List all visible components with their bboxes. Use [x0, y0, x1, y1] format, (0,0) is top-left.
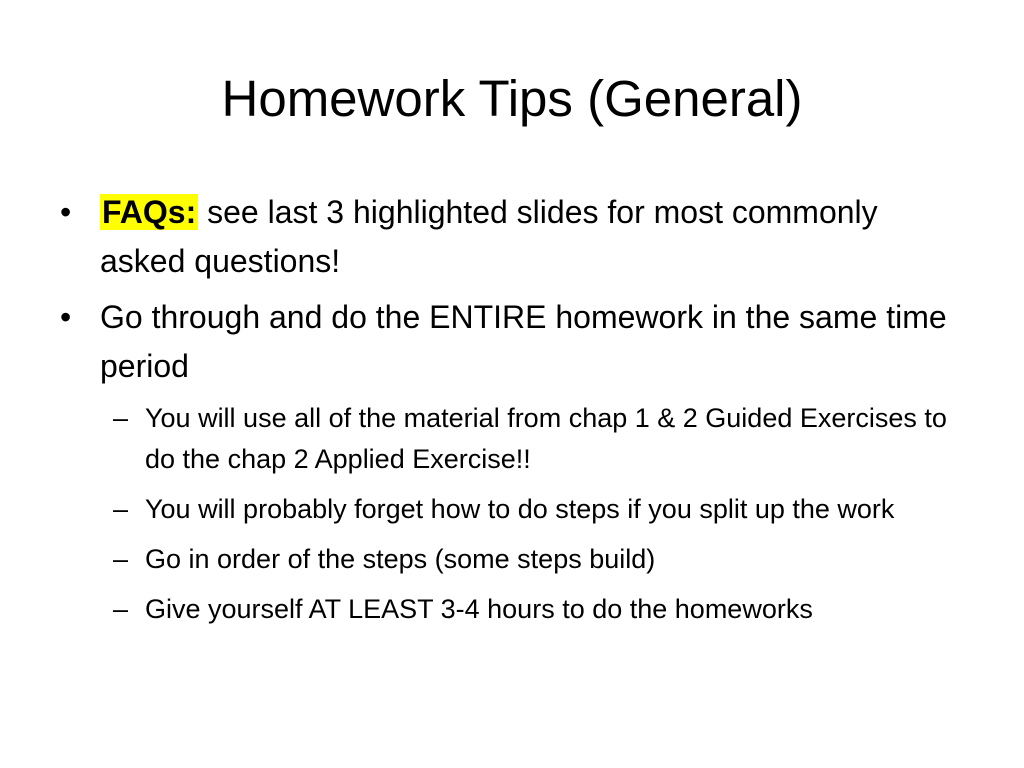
dash-icon: – — [113, 403, 129, 433]
sub-item-text: You will use all of the material from chap 1 & 2 Guided Exercises to do the chap 2 Applied Exercise!! — [145, 403, 947, 474]
sub-item — [60, 489, 960, 530]
bullet-text: see last 3 highlighted slides for most commonly asked questions! — [100, 194, 878, 279]
dash-icon: – — [113, 494, 129, 524]
bullet-dot-icon: • — [60, 194, 72, 230]
sub-bullet-list — [60, 398, 960, 630]
sub-item — [60, 539, 960, 580]
bullet-item-faqs — [60, 188, 960, 286]
bullet-text: Go through and do the ENTIRE homework in the same time period — [100, 299, 947, 384]
slide-title: Homework Tips (General) — [221, 70, 803, 127]
sub-item-text: Go in order of the steps (some steps build) — [145, 544, 656, 574]
sub-item — [60, 398, 960, 480]
sub-item — [60, 589, 960, 630]
bullet-list — [60, 188, 960, 639]
dash-icon: – — [113, 544, 129, 574]
sub-item-text: You will probably forget how to do steps if you split up the work — [145, 494, 895, 524]
faqs-highlight: FAQs: — [102, 194, 197, 230]
sub-item-text: Give yourself AT LEAST 3-4 hours to do the homeworks — [145, 594, 813, 624]
dash-icon: – — [113, 594, 129, 624]
bullet-item-entire-homework — [60, 293, 960, 391]
sub-list-container — [60, 398, 960, 630]
bullet-dot-icon: • — [60, 299, 72, 335]
